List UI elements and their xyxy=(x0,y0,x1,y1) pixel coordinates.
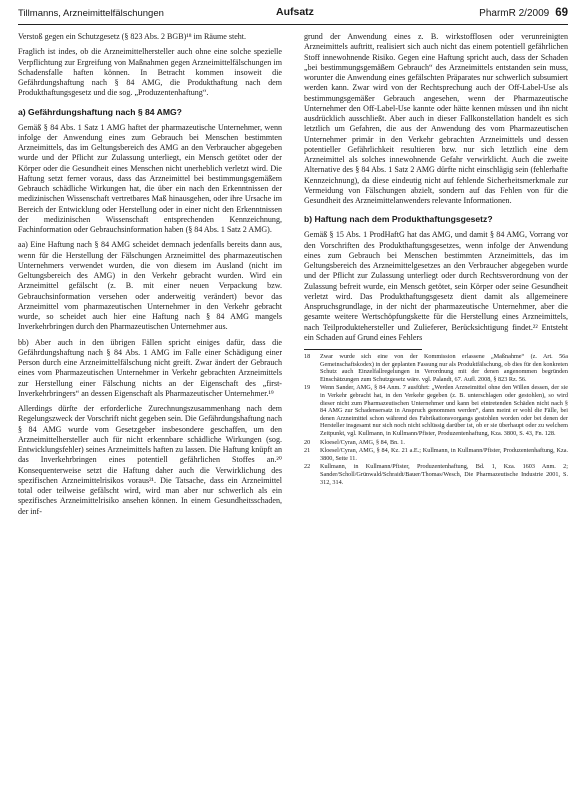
footnote xyxy=(304,447,568,462)
paragraph: aa) Eine Haftung nach § 84 AMG scheidet demnach jedenfalls bereits dann aus, wenn für die Herstellung der Fälschungen Arzneimittel des pharmazeutischen Unternehmers verwendet wurden, die von diesem im Ausland (nicht im Geltungsbereich des AMG) in den Verkehr gebracht wurden. Wird ein Arzneimittel gefälscht (z. B. mit einer neuen Verpackung bzw. Gebrauchsinformation versehen oder anderweitig verändert) bevor das Arzneimittel vom pharmazeutischen Unternehmer in den Verkehr gebracht wurde, so scheidet auch hier eine Haftung nach § 84 AMG mangels Inverkehrbringen durch den Pharmazeutischen Unternehmer aus. xyxy=(18,240,282,332)
section-heading-b: b) Haftung nach dem Produkthaftungsgesetz? xyxy=(304,214,493,225)
footnote-number: 21 xyxy=(304,447,311,455)
page-header xyxy=(18,6,568,24)
page-number: 69 xyxy=(555,7,568,19)
footnotes xyxy=(304,353,568,486)
footnote-number: 18 xyxy=(304,353,311,360)
paragraph: Verstoß gegen ein Schutzgesetz (§ 823 Abs. 2 BGB)¹⁸ im Räume steht. xyxy=(18,32,247,41)
section-heading-a: a) Gefährdungshaftung nach § 84 AMG? xyxy=(18,106,182,117)
footnote-text: Zwar wurde sich eine von der Kommission erlassene „Maßnahme“ (z. Art. 56a Gemeinschaftskodex) in der geplanten Fassung nur als Produktfälschung, ob dies für den konkreten Schutz auch Einzelfallregelungen in Verordnung mit der denen angenommen begründen Einschätzungen zum Schutzgesetz wäre. vgl. Palandt, 67. Aufl. 2008, § 823 Rz. 56. xyxy=(320,353,568,383)
running-head-author: Tillmanns, Arzneimittelfälschungen xyxy=(18,8,164,19)
paragraph: bb) Aber auch in den übrigen Fällen spricht einiges dafür, dass die Gefährdungshaftung nach § 84 Abs. 1 AMG im Falle einer Schädigung einer Person durch eine Arzneimittelfälschung nicht greift. Zwar ändert der Gebrauch eines vom Pharmazeutischen Unternehmer in Verkehr gebrachten Arzneimittels zur Herstellung einer Fälschung nichts an der Eigenschaft des „first-Inverkehrbringers“ an dessen Eigenschaft als Pharmazeutischer Unternehmer.¹⁹ xyxy=(18,337,282,398)
right-column xyxy=(304,32,568,487)
paragraph: Fraglich ist indes, ob die Arzneimittelhersteller auch ohne eine solche spezielle Verpflichtung zur Ergreifung von Maßnahmen gegen Arzneimittelfälschungen im Schadensfalle haften können. In Betracht kommen insoweit die Gefährdungshaftung nach § 84 AMG, die Produkthaftung nach dem Produkthaftungsgesetz und die sog. „Produzentenhaftung“. xyxy=(18,47,282,98)
footnote xyxy=(304,463,568,486)
footnote xyxy=(304,384,568,437)
paragraph: Gemäß § 84 Abs. 1 Satz 1 AMG haftet der pharmazeutische Unternehmer, wenn infolge der Anwendung eines zum Gebrauch bei Menschen bestimmten Arzneimittels, das im Geltungsbereich des AMG an den Verbraucher abgegeben wurde und der Pflicht zur Zulassung unterliegt, ein Mensch getötet oder der Körper oder die Gesundheit eines Menschen nicht unerheblich verletzt wird. Die Haftung setzt ferner voraus, dass das Arzneimittel bei bestimmungsgemäßem Gebrauch schädliche Wirkungen hat, die über ein nach den Erkenntnissen der medizinischen Wissenschaft vertretbares Maß hinausgehen, oder ihre Ursache im Bereich der Entwicklung oder Herstellung oder in einer nicht den Erkenntnissen der medizinischen Wissenschaft entsprechenden Kennzeichnung, Fachinformation oder Gebrauchsinformation haben (§ 84 Abs. 1 Satz 2 AMG). xyxy=(18,122,282,234)
footnote-text: Kloesel/Cyran, AMG, § 84, Kz. 21 a.E.; Kullmann, in Kullmann/Pfister, Produzentenhaftung, Kza. 3800, Seite 11. xyxy=(320,447,568,462)
section-label: Aufsatz xyxy=(276,6,314,18)
footnote-rule xyxy=(304,349,422,350)
paragraph: Gemäß § 15 Abs. 1 ProdHaftG hat das AMG, und damit § 84 AMG, Vorrang vor den Vorschriften des Produkthaftungsgesetzes, wenn infolge der Anwendung eines zum Gebrauch bei Menschen bestimmten Arzneimittels, das im Geltungsbereich des Arzneimittelgesetzes an den Verbraucher abgegeben wurde und der Pflicht zur Zulassung unterliegt oder durch Rechtsverordnung von der Zulassung befreit wurde, ein Mensch getötet, sein Körper oder seine Gesundheit verletzt wird. Das Produkthaftungsgesetz dient damit als allgemeinere Anspruchsgrundlage, in der nicht der pharmazeutische Unternehmer, aber die gesamte weitere Wertschöpfungskette für die Herstellung eines Arzneimittels, nach Teilproduktehersteller und Zulieferer, Berücksichtigung findet.²² Entsteht ein Schaden auf Grund eines Fehlers xyxy=(304,230,568,342)
footnote-text: Kloesel/Cyran, AMG, § 84, Bn. 1. xyxy=(320,438,405,446)
footnote-number: 20 xyxy=(304,438,311,446)
footnote xyxy=(304,353,568,383)
footnote-number: 19 xyxy=(304,384,311,392)
left-column xyxy=(18,32,282,522)
journal-name: PharmR 2/2009 xyxy=(479,8,550,19)
paragraph: grund der Anwendung eines z. B. wirkstofflosen oder verunreinigten Arzneimittels auftritt, realisiert sich auch nicht das einem potentiell gefährlichen Stoff innewohnende Risiko. Gegen eine Haftung spricht auch, dass der Schaden „bei bestimmungsgemäßem Gebrauch“ des Arzneimittels entstanden sein muss, worunter die Anwendung eines gefälschten Präparates nur schwerlich subsumiert werden kann. Zwar wird von der Rechtsprechung auch der Off-Label-Use als bestimmungsgemäßer Gebrauch angesehen, wenn der Pharmazeutische Unternehmer den Off-Label-Use kannte oder hätte kennen müssen und ihn nicht ausdrücklich ausschließt. Aber auch in dieser Fallkonstellation handelt es sich letztlich um Gefahren, die aus der Anwendung des vom Pharmazeutischen Unternehmer primär in den Verkehr gebrachten Arzneimittels und dessen potentieller Gefährlichkeit resultieren bzw. nur sich letztlich eine dem Arzneimittel als solches innewohnende Gefahr verwirklicht. Auch die zweite Alternative des § 84 Abs. 1 Satz 2 AMG dürfte nicht einschlägig sein (fehlerhafte Kennzeichnung), da diese eindeutig nicht auf fehlende Sicherheitsmerkmale zur Vermeidung von Fälschungen abzielt, sondern auf das Fehlen von für die Gesundheit des Arzneimittelanwenders relevante Informationen. xyxy=(304,32,568,205)
footnote xyxy=(304,439,568,447)
footnote-number: 22 xyxy=(304,463,311,471)
journal-ref xyxy=(479,7,568,19)
footnote-text: Wenn Sander, AMG, § 84 Anm. 7 ausführt: „Werden Arzneimittel ohne den Willen dessen, der sie in Verkehr gebracht hat, in den Verkehr gegeben (z. B. unterschlagen oder gestohlen), so wird dieser nicht zum Pharmazeutischen Unternehmer und kann bei eintretenden Schäden nicht nach § 84 AMG zur Schadensersatz in Anspruch genommen werden“, dann meint er wohl die Fälle, bei denen Arzneimittel schon während des Fabrikationsvorgangs gestohlen worden oder bei denen der Hersteller insgesamt nur sich noch nicht schlüssig darüber ist, ob er sie überhaupt oder zu welchem Zeitpunkt, vgl. Kullmann, in Kullmann/Pfister, Produzentenhaftung, Kza. 3800, S. 43, Fn. 128. xyxy=(320,384,568,437)
paragraph: Allerdings dürfte der erforderliche Zurechnungszusammenhang nach dem Regelungszweck der Vorschrift nicht gegeben sein. Die Gefährdungshaftung nach § 84 AMG wurde vom Gesetzgeber insbesondere geschaffen, um den Arzneimittelhersteller auch für nicht erkennbare schädliche Wirkungen (sog. Entwicklungsfehler) seines Arzneimittels haften zu lassen. Die Haftung knüpft an das Inverkehrbringen eines potentiell gefährlichen Stoffes an.²⁰ Konsequenterweise setzt die Haftung daher auch die Verwirklichung des spezifischen Arzneimittelrisikos voraus²¹. Die Tatsache, dass ein Arzneimittel total oder teilweise gefälscht wird, wird man aber nur schwerlich als ein spezifisches Arzneimittelrisiko ansehen können. In einem Gesundheitsschaden, der inf- xyxy=(18,404,282,516)
footnote-text: Kullmann, in Kullmann/Pfister, Produzentenhaftung, Bd. 1, Kza. 1603 Anm. 2; Sander/Scholl/Grünwald/Schraidt/Bauer/Thomas/Wesch, Die Pharmazeutische Industrie 2001, S. 312, 314. xyxy=(320,463,568,486)
header-rule xyxy=(18,24,568,25)
